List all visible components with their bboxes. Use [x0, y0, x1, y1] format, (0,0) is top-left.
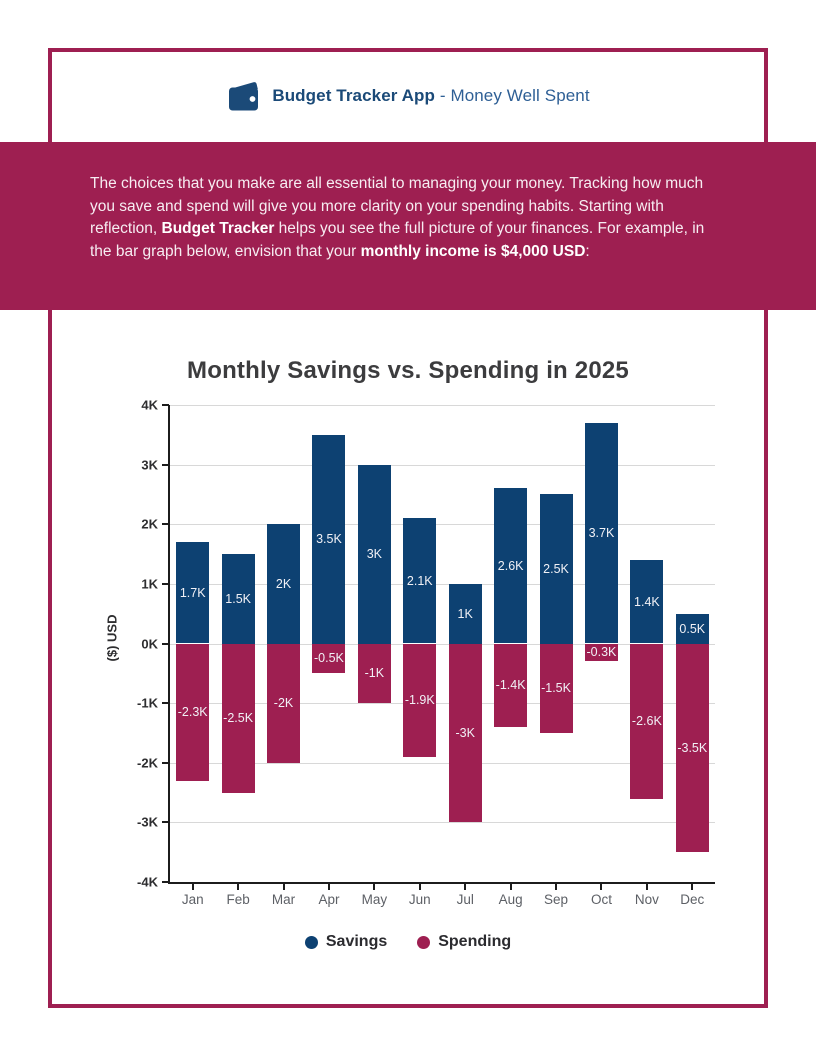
x-axis-tick — [237, 884, 239, 890]
app-name: Budget Tracker App — [272, 86, 436, 105]
bar-spending-feb — [222, 644, 255, 793]
bar-value-label: -1K — [364, 666, 385, 681]
bar-value-label: -2K — [273, 696, 294, 711]
x-axis-tick — [510, 884, 512, 890]
bar-savings-feb — [222, 554, 255, 643]
grid-line — [170, 822, 715, 823]
x-axis-tick — [600, 884, 602, 890]
y-tick-label: 3K — [141, 457, 158, 473]
bar-spending-mar — [267, 644, 300, 763]
spending-legend-dot-icon — [417, 936, 430, 949]
x-tick-label: Aug — [498, 892, 523, 907]
y-tick-label: 2K — [141, 516, 158, 532]
bar-spending-jan — [176, 644, 209, 781]
bar-savings-jun — [403, 518, 436, 643]
bar-value-label: 2.5K — [543, 561, 569, 576]
bar-savings-mar — [267, 524, 300, 643]
bar-value-label: -1.4K — [495, 678, 526, 693]
bar-savings-oct — [585, 423, 618, 644]
x-tick-label: Sep — [544, 892, 569, 907]
x-tick-label: Apr — [318, 892, 340, 907]
intro-bold-monthly-income: monthly income is $4,000 USD — [360, 242, 586, 260]
x-tick-label: Feb — [226, 892, 250, 907]
x-tick-label: Jun — [408, 892, 431, 907]
bar-savings-nov — [630, 560, 663, 643]
bar-savings-may — [358, 465, 391, 644]
bar-savings-jul — [449, 584, 482, 644]
bar-spending-oct — [585, 644, 618, 662]
bar-spending-jun — [403, 644, 436, 757]
legend-item-spending — [417, 933, 511, 951]
x-tick-label: Mar — [271, 892, 296, 907]
bar-value-label: 0.5K — [679, 621, 706, 636]
bar-spending-aug — [494, 644, 527, 727]
bar-savings-aug — [494, 488, 527, 643]
x-axis-tick — [691, 884, 693, 890]
bar-value-label: -0.5K — [314, 651, 344, 666]
bar-value-label: 1.5K — [225, 591, 251, 606]
bar-spending-dec — [676, 644, 709, 853]
app-title-separator: - — [435, 86, 451, 105]
bar-value-label: 1.7K — [179, 585, 206, 600]
x-axis-tick — [192, 884, 194, 890]
y-tick-label: 0K — [141, 636, 158, 651]
bar-value-label: 1.4K — [634, 594, 660, 609]
x-axis-tick — [328, 884, 330, 890]
legend-label-savings: Savings — [325, 933, 388, 950]
y-tick-label: 1K — [141, 576, 158, 592]
app-tagline: Money Well Spent — [450, 86, 590, 105]
bar-spending-apr — [312, 644, 345, 674]
x-tick-label: May — [361, 892, 388, 907]
legend-item-savings — [305, 933, 387, 951]
x-axis-tick — [646, 884, 648, 890]
x-axis-tick — [464, 884, 466, 890]
y-axis-title: ($) USD — [104, 614, 120, 662]
bar-spending-nov — [630, 644, 663, 799]
grid-line — [170, 465, 715, 466]
x-tick-label: Nov — [634, 892, 659, 907]
bar-value-label: 2K — [275, 576, 292, 591]
intro-bold-budget-tracker: Budget Tracker — [161, 220, 275, 237]
x-tick-label: Jul — [456, 892, 474, 907]
y-tick-label: -4K — [137, 874, 158, 890]
bar-value-label: -3K — [455, 725, 475, 740]
bar-spending-sep — [540, 644, 573, 733]
bar-spending-jul — [449, 644, 482, 823]
bar-savings-sep — [540, 494, 573, 643]
x-tick-label: Jan — [181, 892, 204, 907]
x-axis-tick — [555, 884, 557, 890]
x-axis-tick — [373, 884, 375, 890]
x-axis-tick — [283, 884, 285, 890]
bar-value-label: -2.3K — [177, 705, 208, 720]
bar-value-label: 3.7K — [588, 526, 615, 541]
bar-value-label: 1K — [457, 606, 473, 621]
grid-line — [170, 524, 715, 525]
bar-value-label: -3.5K — [677, 740, 708, 755]
bar-savings-jan — [176, 542, 209, 643]
y-tick-label: -1K — [137, 695, 158, 711]
intro-paragraph — [90, 173, 720, 263]
y-axis-line — [168, 405, 170, 882]
chart-legend — [48, 933, 768, 951]
x-tick-label: Oct — [590, 892, 612, 907]
bar-value-label: -1.5K — [541, 681, 571, 696]
bar-value-label: -2.6K — [631, 714, 662, 728]
intro-text-2: helps you see the full picture of your finances. For example, in the bar graph below, envision that your — [90, 220, 705, 260]
savings-legend-dot-icon — [305, 936, 318, 949]
bar-value-label: 3.5K — [316, 532, 342, 547]
x-tick-label: Dec — [680, 892, 705, 907]
bar-savings-apr — [312, 435, 345, 644]
grid-line — [170, 405, 715, 406]
intro-text-1: The choices that you make are all essential to managing your money. Tracking how much you save and spend will give you more clarity on your spending habits. Starting with reflection, — [90, 175, 704, 237]
bar-value-label: 2.1K — [406, 573, 433, 588]
bar-value-label: -0.3K — [586, 645, 617, 660]
chart-title: Monthly Savings vs. Spending in 2025 — [187, 357, 629, 384]
bar-spending-may — [358, 644, 391, 704]
bar-savings-dec — [676, 614, 709, 644]
bar-value-label: 2.6K — [497, 558, 524, 573]
x-axis-tick — [419, 884, 421, 890]
y-tick-label: 4K — [141, 397, 158, 413]
intro-text-3: : — [585, 242, 590, 260]
bar-value-label: -2.5K — [223, 711, 254, 726]
legend-label-spending: Spending — [438, 933, 512, 950]
y-tick-label: -2K — [137, 755, 158, 771]
bar-value-label: 3K — [366, 547, 383, 562]
bar-value-label: -1.9K — [404, 693, 435, 708]
intro-banner — [0, 142, 816, 310]
x-axis-line — [168, 882, 715, 884]
y-tick-label: -3K — [137, 814, 158, 830]
